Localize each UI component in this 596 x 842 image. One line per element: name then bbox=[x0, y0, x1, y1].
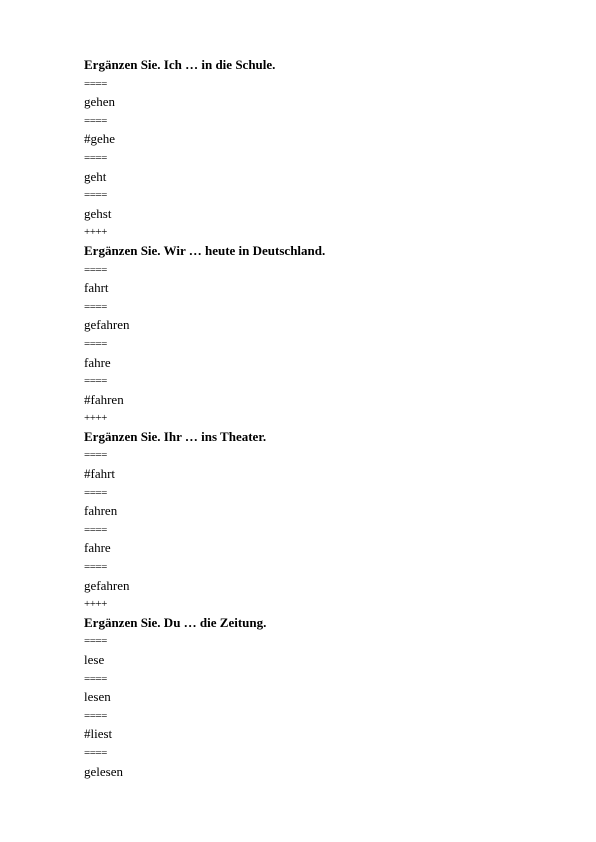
separator-line: ==== bbox=[84, 523, 107, 536]
question-2-line: Ergänzen Sie. Wir … heute in Deutschland. bbox=[84, 242, 326, 258]
separator-line: ==== bbox=[84, 77, 107, 90]
separator-line: ==== bbox=[84, 709, 107, 722]
answer-option-line: fahren bbox=[84, 503, 118, 519]
question-1-line: Ergänzen Sie. Ich … in die Schule. bbox=[84, 57, 276, 72]
answer-option-line: gehen bbox=[84, 94, 116, 110]
answer-option-line: #liest bbox=[84, 726, 113, 742]
separator-line: ==== bbox=[84, 746, 107, 759]
separator-line: ==== bbox=[84, 263, 107, 276]
question-end-marker: ++++ bbox=[84, 598, 107, 611]
answer-option-line: lese bbox=[84, 652, 105, 667]
separator-line: ==== bbox=[84, 300, 107, 313]
answer-option-line: gelesen bbox=[84, 763, 123, 779]
separator-line: ==== bbox=[84, 151, 107, 164]
separator-line: ==== bbox=[84, 486, 107, 499]
question-end-marker: ++++ bbox=[84, 226, 107, 239]
separator-line: ==== bbox=[84, 375, 107, 388]
document-page bbox=[84, 56, 544, 781]
separator-line: ==== bbox=[84, 449, 107, 462]
answer-option-line: gefahren bbox=[84, 317, 130, 333]
separator-line: ==== bbox=[84, 561, 107, 574]
answer-option-line: fahre bbox=[84, 540, 111, 556]
question-end-marker: ++++ bbox=[84, 412, 107, 425]
separator-line: ==== bbox=[84, 114, 107, 127]
answer-option-line: gefahren bbox=[84, 577, 130, 593]
answer-option-line: #fahren bbox=[84, 391, 124, 407]
answer-option-line: fahrt bbox=[84, 280, 109, 296]
answer-option-line: lesen bbox=[84, 689, 111, 705]
separator-line: ==== bbox=[84, 337, 107, 350]
answer-option-line: #gehe bbox=[84, 131, 116, 147]
answer-option-line: geht bbox=[84, 168, 107, 184]
answer-option-line: #fahrt bbox=[84, 466, 116, 482]
question-3-line: Ergänzen Sie. Ihr … ins Theater. bbox=[84, 428, 267, 444]
separator-line: ==== bbox=[84, 672, 107, 685]
answer-option-line: gehst bbox=[84, 205, 112, 221]
separator-line: ==== bbox=[84, 189, 107, 202]
separator-line: ==== bbox=[84, 635, 107, 648]
answer-option-line: fahre bbox=[84, 354, 111, 370]
question-4-line: Ergänzen Sie. Du … die Zeitung. bbox=[84, 614, 267, 630]
